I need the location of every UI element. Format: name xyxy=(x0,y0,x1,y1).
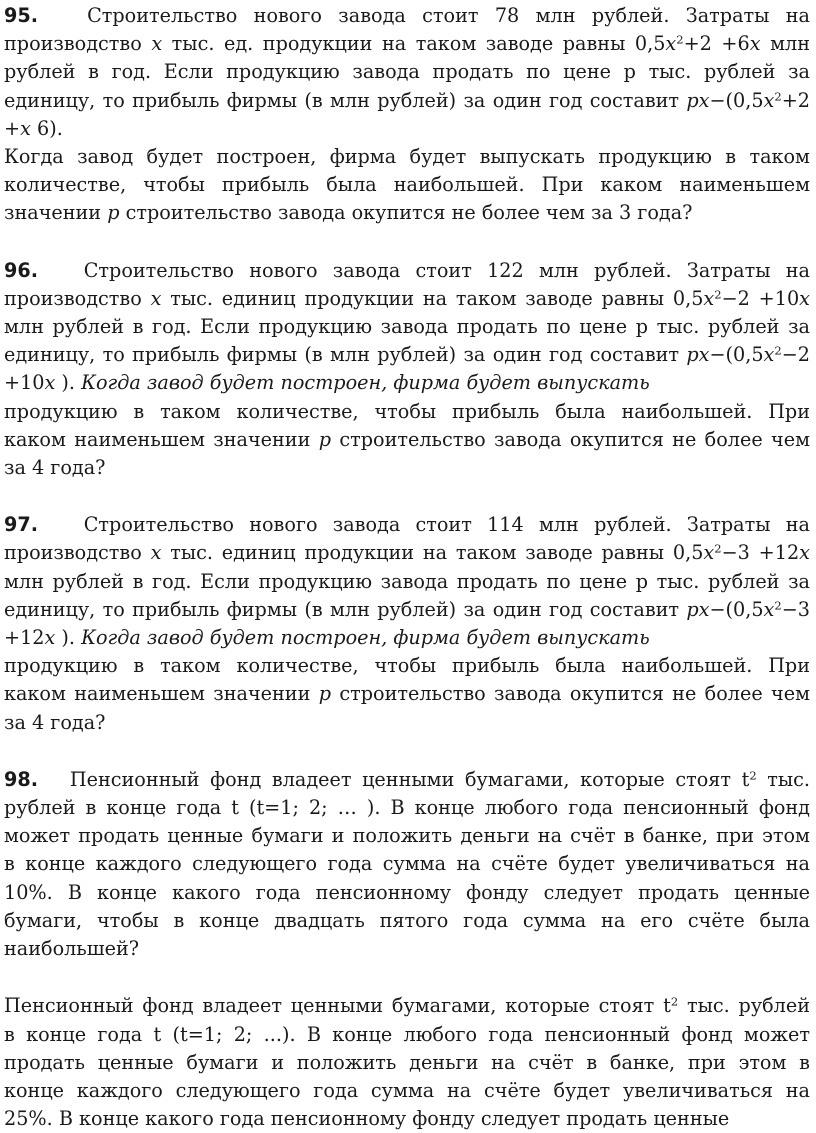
problem-line xyxy=(4,2,810,30)
problem-line xyxy=(4,511,810,539)
text-segment: +10 xyxy=(4,371,45,395)
problem-96 xyxy=(4,257,810,483)
problem-line xyxy=(4,539,810,567)
math-variable: x xyxy=(763,597,775,621)
problem-line xyxy=(4,680,810,708)
text-segment: 10%. В конце какого года пенсионному фонду следует продать ценные xyxy=(4,880,810,904)
text-segment: производство xyxy=(4,286,151,310)
math-variable: Когда завод будет построен, фирма будет выпускать xyxy=(81,626,650,650)
problem-line xyxy=(4,171,810,199)
problem-line xyxy=(4,907,810,935)
problem-line xyxy=(4,199,810,227)
text-segment: единицу, то прибыль фирмы (в млн рублей) за один год составит xyxy=(4,343,687,367)
text-segment: бумаги, чтобы в конце двадцать пятого года сумма на его счёте была xyxy=(4,908,810,932)
text-segment: конце каждого следующего года сумма на счёте будет увеличиваться на xyxy=(4,1078,810,1102)
problem-line xyxy=(4,1049,810,1077)
superscript-exponent: 2 xyxy=(774,343,782,358)
problem-line xyxy=(4,822,810,850)
math-variable: x xyxy=(763,88,775,112)
problem-line xyxy=(4,115,810,143)
text-segment: строительство завода окупится не более чем за 3 года? xyxy=(119,201,693,225)
text-segment: Пенсионный фонд владеет ценными бумагами, которые стоят t xyxy=(4,994,671,1018)
text-segment: продукцию в таком количестве, чтобы прибыль была наибольшей. При xyxy=(4,399,810,423)
problem-line xyxy=(4,1021,810,1049)
problem-line xyxy=(4,58,810,86)
math-variable: x xyxy=(20,116,31,140)
problem-number: 95. xyxy=(4,4,38,27)
text-segment: единицу, то прибыль фирмы (в млн рублей) за один год составит xyxy=(4,88,687,112)
superscript-exponent: 2 xyxy=(774,89,782,104)
math-variable: x xyxy=(44,371,56,395)
text-segment: за 4 года? xyxy=(4,456,106,480)
text-segment: −3 xyxy=(781,597,810,621)
text-segment: тыс. рублей xyxy=(678,994,811,1018)
problem-line xyxy=(4,1105,810,1133)
math-variable: Когда завод будет построен, фирма будет выпускать xyxy=(81,371,650,395)
problem-line xyxy=(4,87,810,115)
text-segment: −(0,5 xyxy=(709,88,764,112)
problem-line xyxy=(4,426,810,454)
problem-line xyxy=(4,992,810,1020)
text-segment: производство xyxy=(4,32,152,56)
problem-line xyxy=(4,454,810,482)
math-variable: x xyxy=(749,32,761,56)
text-segment: Пенсионный фонд владеет ценными бумагами, которые стоят t xyxy=(69,767,750,791)
text-segment: рублей в конце года t (t=1; 2; … ). В конце любого года пенсионный фонд xyxy=(4,796,810,820)
text-segment: строительство завода окупится не более чем xyxy=(331,427,810,451)
text-segment: продать ценные бумаги и положить деньги на счёт в банке, при этом в xyxy=(4,1050,810,1074)
text-segment: млн xyxy=(760,32,810,56)
problem-line xyxy=(4,794,810,822)
text-segment: + xyxy=(4,116,21,140)
problem-line xyxy=(4,709,810,737)
text-segment: в конце каждого следующего года сумма на счёте будет увеличиваться на xyxy=(4,852,810,876)
math-variable: x xyxy=(150,541,162,565)
text-segment: 25%. В конце какого года пенсионному фонду следует продать ценные xyxy=(4,1107,730,1131)
superscript-exponent: 2 xyxy=(670,994,679,1009)
text-segment: −3 +12 xyxy=(721,541,800,565)
math-variable: x xyxy=(44,626,56,650)
problem-line xyxy=(4,568,810,596)
problem-line xyxy=(4,369,810,397)
problem-number: 97. xyxy=(4,513,38,537)
text-segment: −(0,5 xyxy=(709,597,764,621)
superscript-exponent: 2 xyxy=(714,287,722,302)
problem-line xyxy=(4,624,810,652)
problem-95 xyxy=(4,2,810,228)
superscript-exponent: 2 xyxy=(714,542,722,557)
text-segment: за 4 года? xyxy=(4,710,106,734)
text-segment: млн рублей в год. Если продукцию завода продать по цене р тыс. рублей за xyxy=(4,569,810,593)
text-segment: строительство завода окупится не более чем xyxy=(331,682,810,706)
math-variable: р xyxy=(107,201,120,225)
math-variable: р xyxy=(318,682,332,706)
text-segment: Когда завод будет построен, фирма будет выпускать продукцию в таком xyxy=(4,145,810,169)
text-segment: Строительство нового завода стоит 122 млн рублей. Затраты на xyxy=(83,258,810,282)
problem-line xyxy=(4,30,810,58)
text-segment: единицу, то прибыль фирмы (в млн рублей) за один год составит xyxy=(4,597,687,621)
math-variable: x xyxy=(763,343,775,367)
superscript-exponent: 2 xyxy=(749,768,757,783)
problem-line xyxy=(4,398,810,426)
math-variable: x xyxy=(703,286,715,310)
text-segment: тыс. ед. продукции на таком заводе равны 0,5 xyxy=(162,32,666,56)
text-segment: млн рублей в год. Если продукцию завода продать по цене р тыс. рублей за xyxy=(4,315,810,339)
problem-line xyxy=(4,766,810,794)
text-segment: каком наименьшем значении xyxy=(4,427,319,451)
text-segment: рублей в год. Если продукцию завода продать по цене р тыс. рублей за xyxy=(4,60,810,84)
math-variable: x xyxy=(150,286,162,310)
math-variable: x xyxy=(665,32,677,56)
problem-line xyxy=(4,850,810,878)
problem-line xyxy=(4,652,810,680)
text-segment: ). xyxy=(55,371,82,395)
text-segment: 6). xyxy=(30,116,63,140)
superscript-exponent: 2 xyxy=(774,598,782,613)
math-variable: x xyxy=(703,541,715,565)
text-segment: −2 +10 xyxy=(721,286,800,310)
text-segment: значении xyxy=(4,201,108,225)
problem-line xyxy=(4,257,810,285)
problem-variant-paragraph xyxy=(4,992,810,1133)
math-variable: р xyxy=(318,427,332,451)
problem-line xyxy=(4,285,810,313)
text-segment: тыс. xyxy=(756,767,810,791)
text-segment: тыс. единиц продукции на таком заводе равны 0,5 xyxy=(161,286,704,310)
problem-line xyxy=(4,341,810,369)
problem-line xyxy=(4,596,810,624)
text-segment: в конце года t (t=1; 2; ...). В конце любого года пенсионный фонд может xyxy=(4,1022,810,1046)
problem-number: 96. xyxy=(4,258,38,282)
problem-98 xyxy=(4,766,810,963)
math-variable: x xyxy=(799,541,810,565)
text-segment: −(0,5 xyxy=(709,343,764,367)
math-variable: px xyxy=(686,343,710,367)
text-segment: может продать ценные бумаги и положить деньги на счёт в банке, при этом xyxy=(4,824,810,848)
text-segment: каком наименьшем значении xyxy=(4,682,319,706)
text-segment: Строительство нового завода стоит 78 млн рублей. Затраты на xyxy=(87,4,810,27)
problem-line xyxy=(4,1077,810,1105)
text-segment: тыс. единиц продукции на таком заводе равны 0,5 xyxy=(161,541,704,565)
math-variable: x xyxy=(151,32,163,56)
superscript-exponent: 2 xyxy=(676,32,684,47)
text-segment: +2 xyxy=(781,88,810,112)
problem-line xyxy=(4,935,810,963)
problem-line xyxy=(4,313,810,341)
problem-number: 98. xyxy=(4,767,38,791)
math-variable: px xyxy=(686,88,710,112)
text-segment: количестве, чтобы прибыль была наибольшей. При каком наименьшем xyxy=(4,173,810,197)
text-segment: −2 xyxy=(781,343,810,367)
text-segment: производство xyxy=(4,541,151,565)
text-segment: +2 +6 xyxy=(683,32,750,56)
problem-97 xyxy=(4,511,810,737)
text-segment: Строительство нового завода стоит 114 млн рублей. Затраты на xyxy=(83,513,810,537)
problem-line xyxy=(4,143,810,171)
problem-line xyxy=(4,879,810,907)
text-segment: продукцию в таком количестве, чтобы прибыль была наибольшей. При xyxy=(4,654,810,678)
math-variable: x xyxy=(799,286,810,310)
text-segment: ). xyxy=(55,626,82,650)
text-segment: наибольшей? xyxy=(4,937,140,961)
math-variable: px xyxy=(686,597,710,621)
text-segment: +12 xyxy=(4,626,45,650)
